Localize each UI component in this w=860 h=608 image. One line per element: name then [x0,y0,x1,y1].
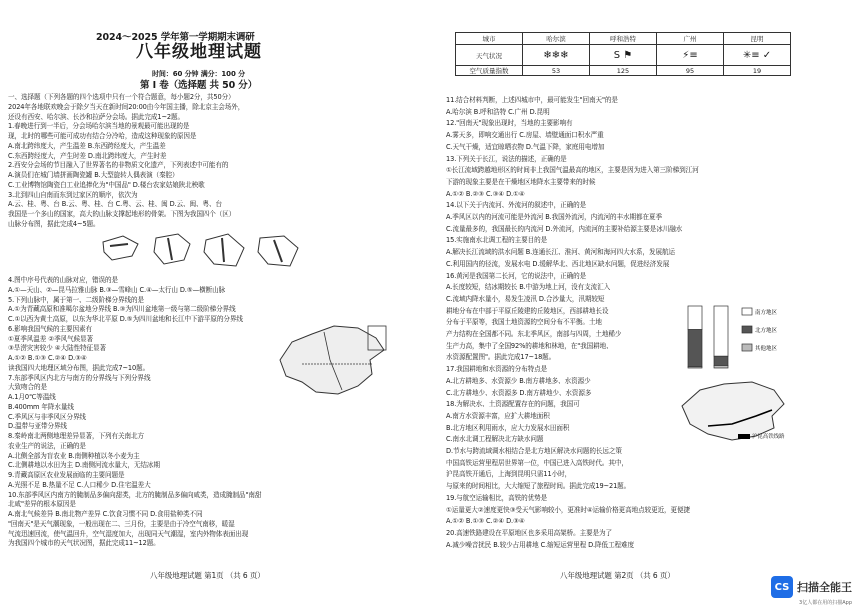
watermark [771,576,852,598]
question-line: A.雾天多，即响交通出行 C.房屋、墙壁通面口积水严重 [446,131,604,140]
question-line: ③旱涝灾害较少 ④大陆性特征显著 [8,344,107,353]
legend-swatch [742,308,752,315]
question-line: 水资源配置图"。据此完成17~18题。 [446,353,556,362]
question-line: 气流迅速回流，使气温回升，空气湿度加大，出现同天气潮湿，室内外物体表面出现 [8,529,249,538]
question-line: A.解决长江流域的洪水问题 B.连通长江、淮河、黄河和海河四大水系，发展航运 [446,248,675,257]
section-title: 第 I 卷（选择题 共 50 分） [140,80,258,91]
question-line: B.北方地区利用雨水，应大力发展水田面积 [446,423,570,432]
legend-label: 南方地区 [755,310,778,316]
question-line: C.①以西为黄土高原，以东为华北平原 D.⑤为四川盆地和长江中下游平原的分界线 [8,315,243,323]
question-line: 生产力高，集中了全国92%的耕地和林地，在"我国耕地、 [446,341,613,350]
question-line: 19.与航空运输相比，高铁的优势是 [446,493,548,502]
question-line: C.天气干燥，适宜晾晒衣物 D.气温下降，家庭用电增加 [446,142,605,151]
exam-meta: 时间：60 分钟 满分：100 分 [152,70,245,78]
question-line: 现，北时的哪些可能可成功有结合分冷哈，造成这种现象的原因是 [8,132,197,140]
question-line: A.云、桂、粤、台 B.云、粤、桂、台 C.粤、云、桂、闽 D.云、闽、粤、台 [8,200,222,209]
question-line: A.南北跨纬度大，产生温差 B.东西跨经度大，产生温差 [8,141,166,150]
table-header-cell: 昆明 [724,33,791,45]
question-line: 我国是一个多山的国家，高大的山脉支撑起地形的骨架。下图为我国四个（区） [8,210,236,218]
legend-label: 其他地区 [755,346,778,352]
weather-symbol: ⚡≡ [657,45,724,66]
question-line: C.季风区与非季风区分界线 [8,412,86,421]
question-line: 14.以下关于内流河、外流河的叙述中，正确的是 [446,201,587,210]
question-line: A.①为青藏高原和准噶尔盆地分界线 B.③为四川盆地第一级与第二级阶梯分界线 [8,305,236,314]
bar-segment [688,367,702,368]
map-ridge-4 [274,240,282,262]
question-line: A.南北气候差异 B.南北物产差异 C.饮食习惯不同 D.食用盐种类不同 [8,510,203,518]
question-line: A.①② B.②③ C.③④ D.①④ [446,189,525,198]
question-line: 4.图中序号代表的山脉对应，错误的是 [8,276,118,284]
question-line: C.利用国内的径流，发展水电 D.缓解华北、西北地区缺水问题，促进经济发展 [446,259,670,268]
question-line: 北咸"差异的根本原因是 [8,500,76,509]
map-ridge-2 [168,238,172,260]
table-header-cell: 城市 [456,33,523,45]
question-line: 6.影响我国气候的主要因素有 [8,324,93,333]
table-header-cell: 呼和浩特 [590,33,657,45]
question-line: A.北侧全部为盲农业 B.南侧种植以冬小麦为主 [8,451,140,460]
question-line: "回南天"是天气潮现象，一般出现在二、三月份，主要是由于冷空气南移，暖湿 [8,519,235,528]
scanner-logo-icon: CS [771,576,793,598]
question-line: 与原来的时间相比，大大缩短了旅程时间。据此完成19~21题。 [446,482,631,491]
question-line: 分布于平原等，我国土地资源的空间分布不平衡。土地 [446,318,602,327]
question-line: 产力结构在全国都不同。东北季风区，南部与四周，土地稀少 [446,330,622,338]
weather-table [455,32,791,76]
table-row-label: 天气状况 [456,45,523,66]
weather-symbol: ✳≡ ✓ [724,45,791,66]
question-line: A.减少噪音扰民 B.较少占用耕地 C.缩短运营里程 D.降低工程难度 [446,540,635,549]
question-line: 农业生产的说法，正确的是 [8,441,86,450]
question-line: 18.为解决水、土资源配置存在的问题，我国可 [446,400,580,409]
question-line: A.①—天山、②—昆马拉雅山脉 B.③—雪峰山 C.④—太行山 D.⑤—横断山脉 [8,285,226,294]
legend-label: 北方地区 [755,328,778,334]
question-line: 耕地分布在中部于平原丘陵建的丘陵地区，西部耕地长设 [446,306,609,315]
left-footer: 八年级地理试题 第1页 （共 6 页） [150,571,265,580]
question-line: 16.黄河是我国第二长河，它的说法中，正确的是 [446,271,587,280]
question-line: A.北方耕地多、水资源少 B.南方耕地多、水资源少 [446,376,591,385]
table-header-cell: 广州 [657,33,724,45]
question-line: 17.我国耕地和水资源的分布特点是 [446,365,548,374]
title-year: 2024～2025 学年第一学期期末调研 [96,32,255,43]
aqi-value: 125 [590,66,657,76]
bar-segment [714,356,728,365]
question-line: 3.北到四山自南而东到过家区的顺序，依次为 [8,190,138,199]
question-line: 中国高铁运营里程居世界第一位，中国已进入高铁时代。其中， [446,458,628,467]
question-line: A.长度较短，结冰期较长 B.中游为地上河，没有支流汇入 [446,283,611,292]
question-line: 1.春晚进行到一半后，分会场哈尔滨当地的景观最可能出现的是 [8,122,190,131]
china-regions-map [272,320,392,402]
question-line: D.温带与亚带分界线 [8,422,67,431]
question-line: 8.秦岭南北两侧地理差异显著，下列有关南北方 [8,432,144,440]
map-outline-1 [103,236,138,260]
bar-segment [688,330,702,367]
question-line: 下游的现象主要是在干燥地区地降水主要带来的时候 [446,177,596,186]
question-line: 20.高速铁路建设在平原地区也多采用高架桥。主要是为了 [446,528,613,537]
question-line: 13.下列关于长江，说法的描述，正确的是 [446,154,567,163]
question-line: A.1月0℃等温线 [8,393,56,401]
question-line: 11.结合材料判断，上述四城市中，最可能发生"回南天"的是 [446,96,618,104]
watermark-sub: 3亿人都在用的扫描App [799,600,852,606]
question-line: C.流量最多的，我国最长的内流河 D.外流河，内流河的主要补给源主要是冰川融水 [446,224,683,233]
weather-symbol: S ⚑ [590,45,657,66]
question-line: 7.东部季风区内北方与南方的分界线与下列分界线 [8,373,151,382]
question-line: A.季风区以内的河流可能是外流河 B.我国外流河，内流河的丰水期都在夏季 [446,213,663,221]
legend-swatch [742,344,752,351]
aqi-value: 95 [657,66,724,76]
question-line: 读我国四大地理区域分布图，据此完成7~10题。 [8,363,150,372]
question-line: C.流域内降水量小，易发生凌汛 D.合沙量大，汛期较短 [446,294,605,303]
question-line: ①夏季风温差 ②季风气候显著 [8,334,94,343]
question-line: C.工业博物馆陶瓷白工业追捧化为"中国品" D.楼台农家姑娘陕北秧歌 [8,180,205,189]
question-line: C.东西跨经度大，产生时差 D.南北跨纬度大，产生时差 [8,151,167,160]
weather-symbol: ❄❄❄ [523,45,590,66]
question-line: 15.实施南水北调工程的主要目的是 [446,236,548,245]
mountain-maps [98,230,313,272]
question-line: 5.下列山脉中，属于第一、二级阶梯分界线的是 [8,295,144,304]
aqi-value: 19 [724,66,791,76]
bar-segment [714,366,728,368]
question-line: 还设有西安、哈尔滨、长沙和拉萨分会场。据此完成1~2题。 [8,112,184,121]
question-line: D.节水与跨流域调水相结合是北方地区解决水问题的长远之策 [446,447,622,455]
question-line: A.①② B.①③ C.②④ D.③④ [446,517,525,526]
bar-segment [688,306,702,330]
question-line: A.光照不足 B.热量不足 C.人口稀少 D.住宅温差大 [8,480,151,489]
question-line: 山脉分布图，据此完成4~5题。 [8,219,100,228]
legend-swatch [738,434,750,439]
question-line: C.北方耕地少、水资源多 D.南方耕地少、水资源多 [446,388,592,397]
question-line: 9.青藏高原区农业发展面临的主要问题是 [8,471,125,479]
question-line: 沪昆高铁开通后，上海到昆明只需11小时， [446,470,572,479]
map-ridge-3 [222,238,224,262]
bar-segment [714,306,728,356]
aqi-value: 53 [523,66,590,76]
question-line: 为我国四个城市的天气状况图，据此完成11~12题。 [8,539,160,548]
watermark-name: 扫描全能王 [797,581,852,594]
railway-legend: 沪昆高铁线路 [752,434,785,440]
land-water-chart [680,302,795,376]
exam-title: 八年级地理试题 [136,42,262,62]
question-line: 2.西安分会场的节目融入了世界著名的非物质文化遗产，下列表述中可能有的 [8,161,229,170]
question-line: A.哈尔滨 B.呼和浩特 C.广州 D.昆明 [446,107,550,116]
map-ridge-1 [110,244,128,246]
question-line: 2024年各地联欢晚会于除夕当天在新时间20:00由今年国主播，除北京主会场外， [8,102,245,111]
question-line: A.①② B.①③ C.②④ D.③④ [8,354,87,362]
question-line: A.南方水资源丰富，应扩大耕地面积 [446,411,550,420]
question-line: 一、选择题（下列各题的四个选项中只有一个符合题意，每小题2分，共50分） [8,93,235,101]
question-line: ①长江流域跨越地形区的时间非上我国气温最高的地区，主要是因为进入第三阶梯到江河 [446,166,699,175]
right-footer: 八年级地理试题 第2页 （共 6 页） [560,571,675,580]
question-line: C.南水北调工程解决北方缺水问题 [446,435,544,444]
legend-swatch [742,326,752,333]
table-row-label: 空气质量指数 [456,66,523,76]
question-line: A.演员们在城门墙拼画陶瓷罐 B.大型旋转人偶表演（秦腔） [8,171,179,179]
table-header-cell: 哈尔滨 [523,33,590,45]
question-line: ①运量更大②速度更快③受天气影响较小，更准时④运输价格更高地点较更近，更便捷 [446,505,691,514]
question-line: B.400mm 年降水量线 [8,402,74,411]
question-line: C.北侧耕地以水田为主 D.南侧河流水量大，无结冰期 [8,461,160,470]
question-line: 12."回南天"现象出现时，当地的主要影响有 [446,119,573,128]
question-line: 10.东部季风区内南方的腌制品多偏向甜类，北方的腌制品多偏向咸类，造成腌制品"南甜 [8,490,262,499]
question-line: 大致吻合的是 [8,383,47,392]
